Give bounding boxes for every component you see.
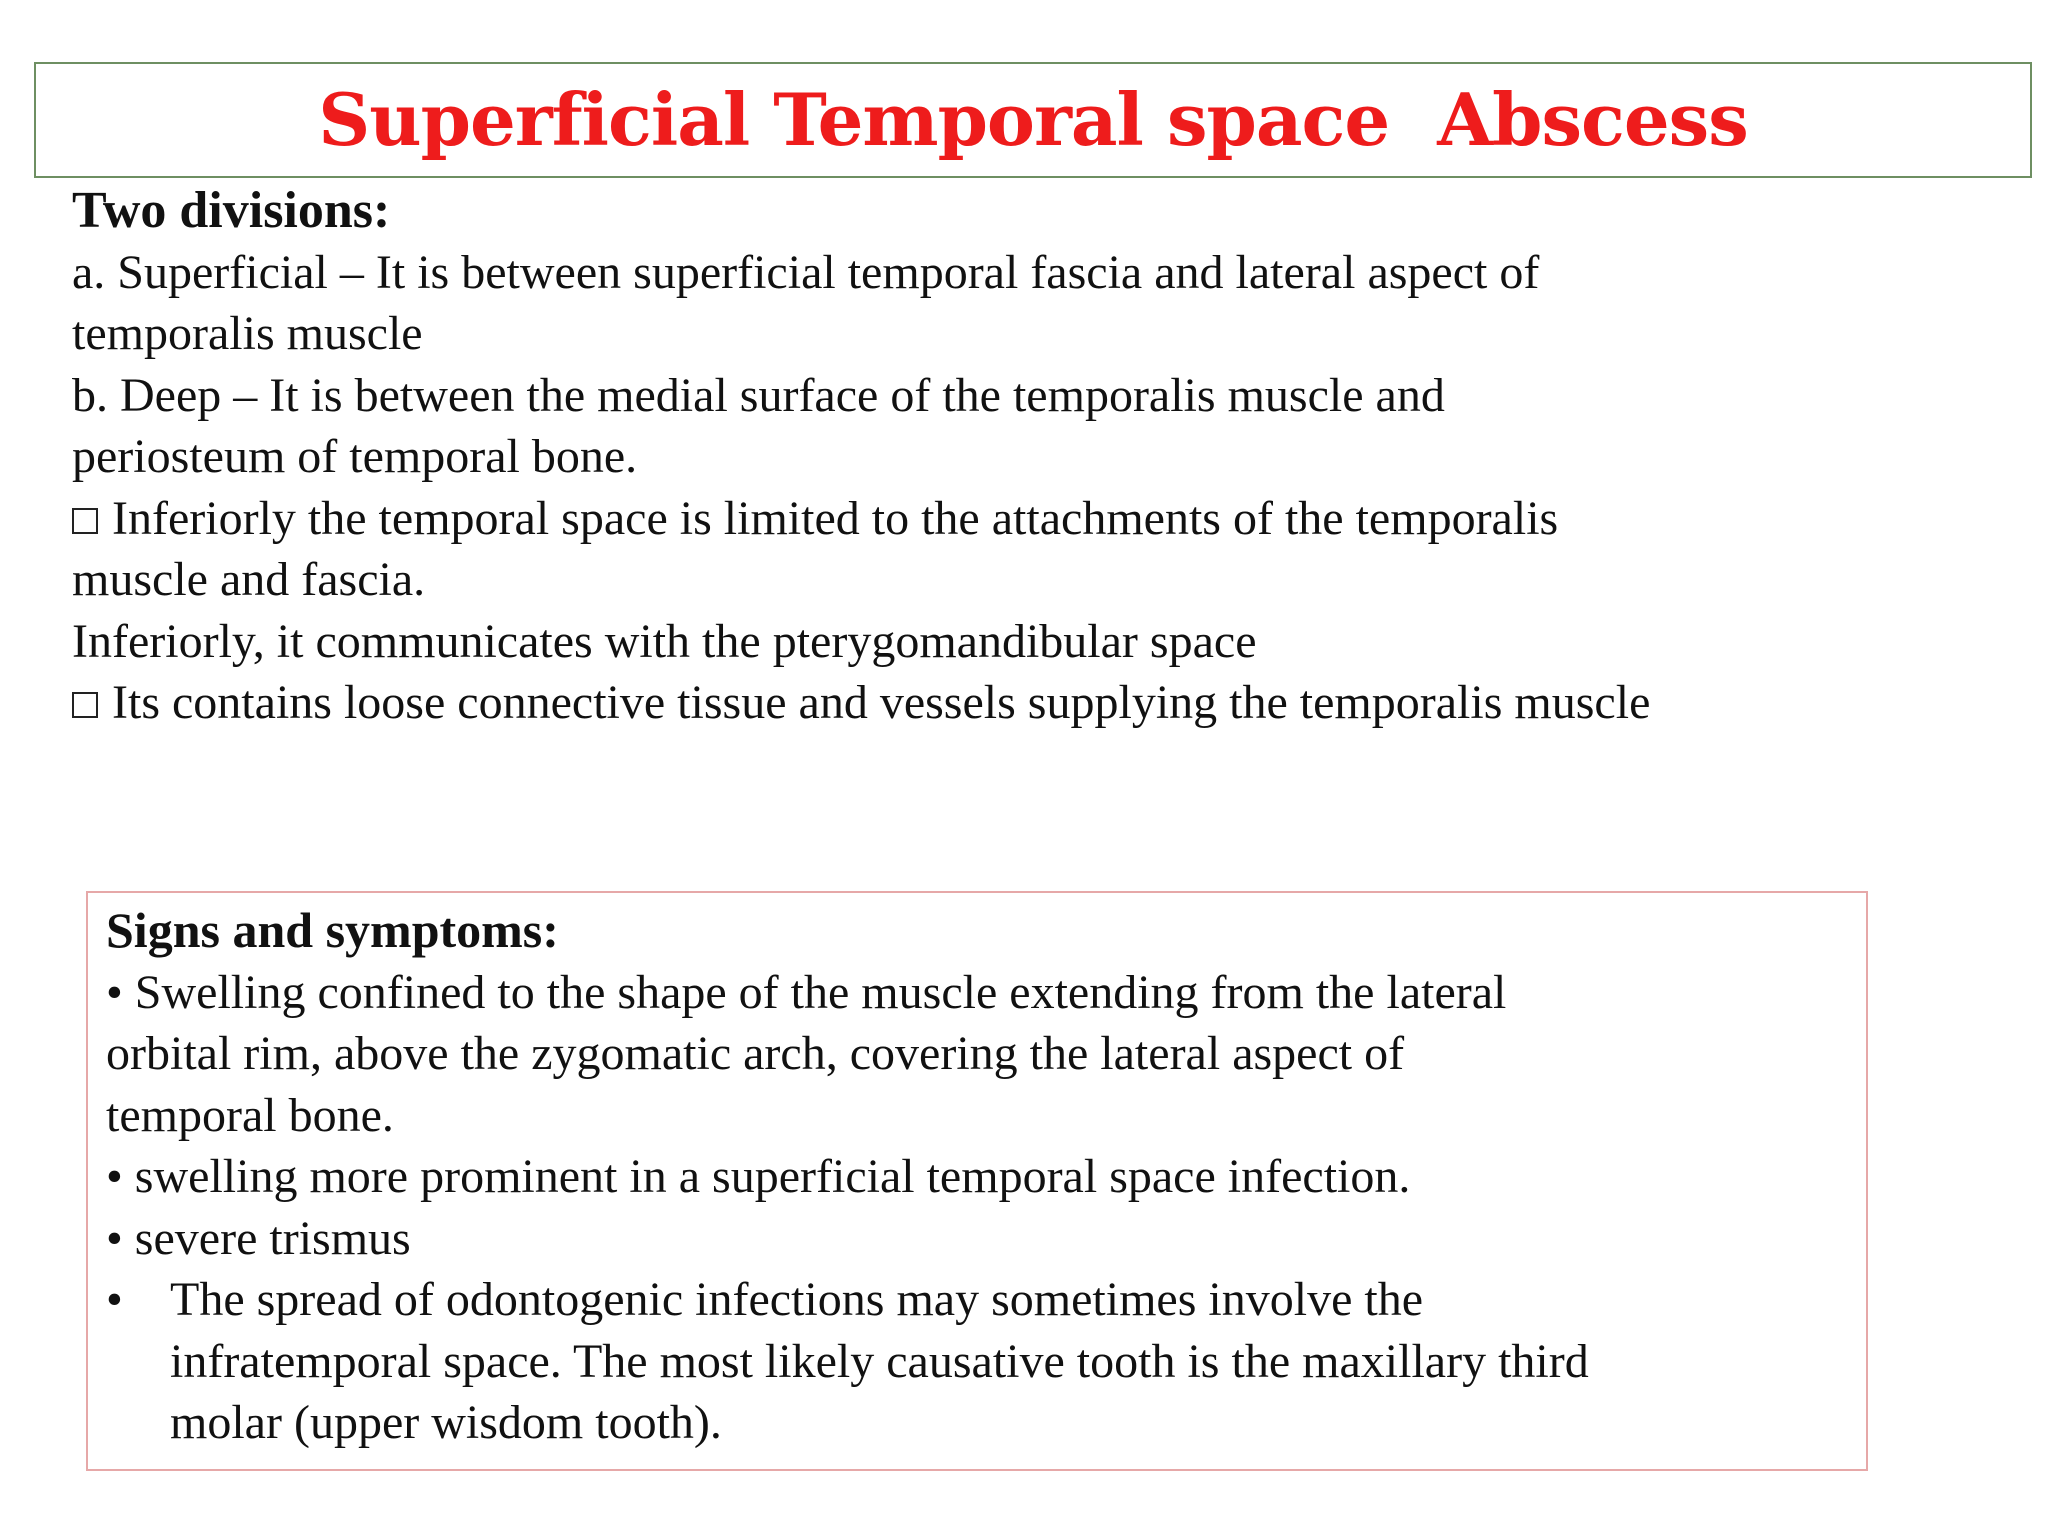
divisions-heading: Two divisions: — [72, 182, 391, 239]
divisions-line-text: Its contains loose connective tissue and vessels supplying the temporalis muscle — [112, 676, 1651, 729]
signs-line: temporal bone. — [106, 1088, 394, 1142]
divisions-line: periosteum of temporal bone. — [72, 430, 638, 483]
signs-line: infratemporal space. The most likely causative tooth is the maxillary third — [170, 1334, 1589, 1388]
signs-line: • swelling more prominent in a superficial temporal space infection. — [106, 1150, 1411, 1203]
divisions-line: b. Deep – It is between the medial surface of the temporalis muscle and — [72, 368, 1445, 422]
bullet-icon: • — [106, 1273, 123, 1326]
divisions-line-checkbox — [72, 672, 2032, 734]
divisions-line: Inferiorly, it communicates with the pterygomandibular space — [72, 614, 1257, 668]
divisions-line-text: Inferiorly the temporal space is limited to the attachments of the temporalis — [112, 491, 1559, 545]
checkbox-icon — [72, 508, 98, 534]
signs-section — [106, 900, 1866, 1454]
signs-last-bullet-text — [170, 1269, 1866, 1454]
checkbox-icon — [72, 692, 98, 718]
divisions-line: a. Superficial – It is between superficial temporal fascia and lateral aspect of — [72, 245, 1540, 299]
divisions-line: muscle and fascia. — [72, 553, 426, 606]
signs-line: The spread of odontogenic infections may sometimes involve the — [170, 1273, 1424, 1326]
signs-line: • Swelling confined to the shape of the muscle extending from the lateral — [106, 965, 1507, 1019]
signs-line: molar (upper wisdom tooth). — [170, 1396, 722, 1449]
slide-title: Superficial Temporal space Abscess — [318, 77, 1748, 162]
title-box — [34, 62, 2032, 178]
divisions-line-checkbox — [72, 488, 2032, 550]
divisions-section — [72, 180, 2032, 734]
signs-last-bullet — [106, 1269, 1866, 1454]
signs-line: orbital rim, above the zygomatic arch, covering the lateral aspect of — [106, 1027, 1405, 1080]
signs-heading: Signs and symptoms: — [106, 902, 559, 958]
divisions-line: temporalis muscle — [72, 307, 423, 360]
signs-line: • severe trismus — [106, 1211, 411, 1265]
